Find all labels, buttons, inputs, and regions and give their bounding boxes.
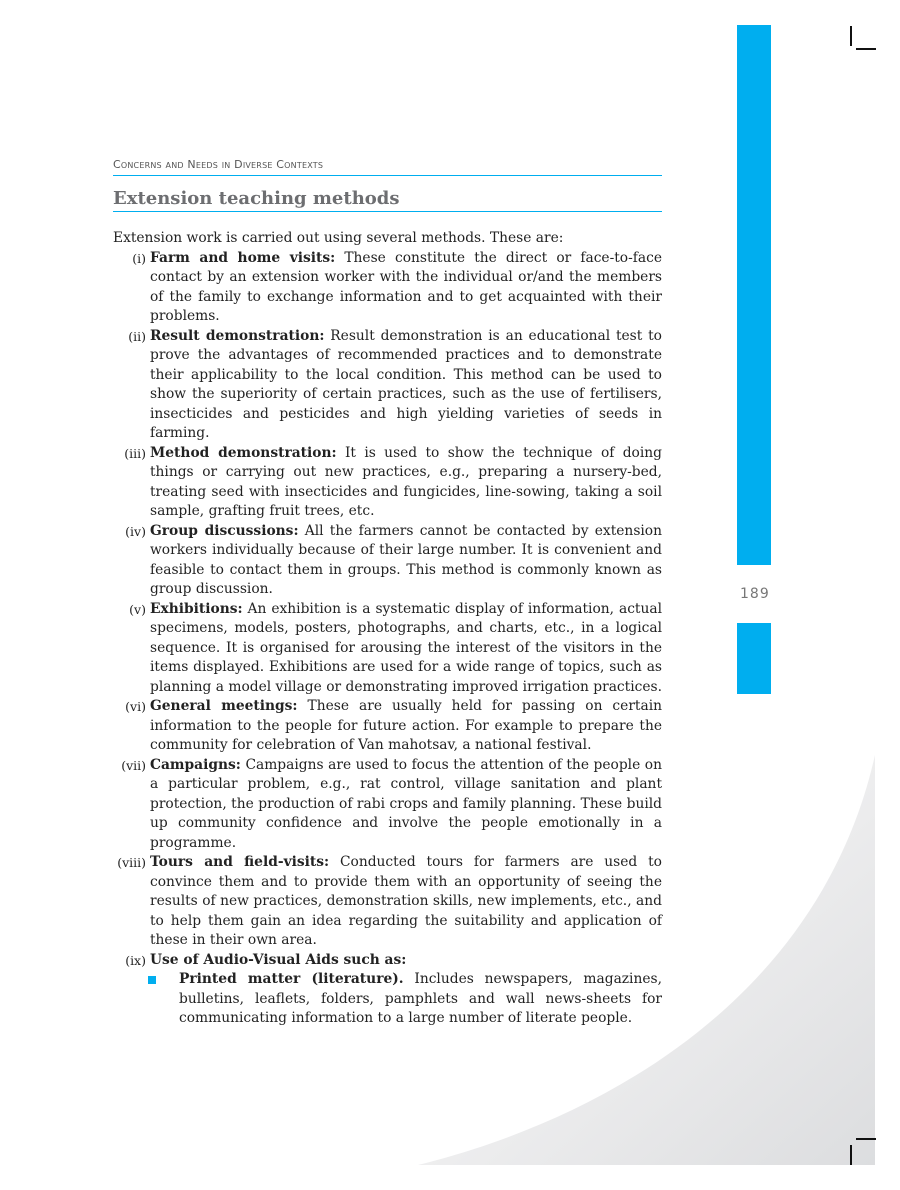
list-item-number: (iv) (125, 523, 146, 539)
crop-mark-bottom-horizontal (856, 1138, 876, 1140)
list-item (113, 697, 662, 756)
list-item-text: It is used to show the technique of doing things or carrying out new practices, e.g., preparing a nursery-bed, treating seed with insecticides and fungicides, line-sowing, taking a soil sample, grafting fruit trees, etc. (150, 444, 662, 519)
list-item-term: Result demonstration: (150, 327, 325, 344)
list-item (113, 249, 662, 327)
list-item-number: (ii) (128, 328, 146, 344)
crop-mark-bottom-vertical (850, 1145, 852, 1165)
list-item-term: General meetings: (150, 698, 298, 714)
list-item-text: These are usually held for passing on certain information to the people for future action. For example to prepare the community for celebration of Van mahotsav, a national festival. (150, 698, 662, 753)
crop-mark-top-horizontal (856, 48, 876, 50)
audio-visual-list (113, 970, 662, 1029)
list-item-text: Conducted tours for farmers are used to convince them and to provide them with an opportunity of seeing the results of new practices, demonstration skills, new implements, etc., and to help them gain an idea regarding the suitability and application of these in their own area. (150, 854, 662, 948)
list-item (113, 600, 662, 698)
list-item-term: Use of Audio-Visual Aids such as: (150, 951, 407, 968)
page-number: 189 (740, 586, 770, 602)
list-item (113, 853, 662, 951)
bullet-item (113, 970, 662, 1029)
list-item-number: (i) (132, 250, 146, 266)
side-bar-lower (737, 623, 771, 694)
list-item-number: (iii) (124, 445, 146, 461)
list-item-term: Exhibitions: (150, 600, 243, 617)
list-item-term: Campaigns: (150, 756, 241, 773)
list-item-number: (vii) (121, 757, 146, 773)
list-item-text: Campaigns are used to focus the attention of the people on a particular problem, e.g., rat control, village sanitation and plant protection, the production of rabi crops and family planning. These build up community confidence and involve the people emotionally in a programme. (150, 756, 662, 851)
list-item-number: (ix) (125, 952, 146, 968)
bullet-text: Includes newspapers, magazines, bulletins, leaflets, folders, pamphlets and wall news-sheets for communicating information to a large number of literate people. (179, 971, 662, 1026)
square-bullet-icon (148, 976, 156, 984)
method-list (113, 249, 662, 971)
list-item (113, 951, 662, 971)
list-item (113, 522, 662, 600)
side-bar-upper (737, 25, 771, 565)
list-item-text: An exhibition is a systematic display of information, actual specimens, models, posters, photographs, and charts, etc., in a logical sequence. It is organised for arousing the interest of the visitors in the items displayed. Exhibitions are used for a wide range of topics, such as planning a model village or demonstrating improved irrigation practices. (150, 600, 662, 695)
section-title: Extension teaching methods (113, 188, 662, 212)
list-item-text: These constitute the direct or face-to-face contact by an extension worker with the individual or/and the members of the family to exchange information and to get acquainted with their problems. (150, 249, 662, 324)
list-item (113, 444, 662, 522)
list-item-text: All the farmers cannot be contacted by extension workers individually because of their large number. It is convenient and feasible to contact them in groups. This method is commonly known as group discussion. (150, 522, 662, 597)
list-item-number: (viii) (117, 855, 146, 870)
running-head (113, 158, 662, 176)
list-item-number: (vi) (125, 699, 146, 714)
list-item-term: Group discussions: (150, 522, 299, 539)
list-item (113, 327, 662, 444)
crop-mark-top-vertical (850, 26, 852, 46)
body-text (113, 229, 662, 1029)
running-head-text: Concerns and Needs in Diverse Contexts (113, 158, 324, 171)
list-item-term: Farm and home visits: (150, 249, 336, 266)
list-item-text: Result demonstration is an educational test to prove the advantages of recommended practices and to demonstrate their applicability to the local condition. This method can be used to show the superiority of certain practices, such as the use of fertilisers, insecticides and pesticides and high yielding varieties of seeds in farming. (150, 327, 662, 441)
list-item-term: Method demonstration: (150, 444, 337, 461)
list-item (113, 756, 662, 854)
bullet-term: Printed matter (literature). (179, 971, 404, 987)
list-item-number: (v) (129, 601, 146, 617)
list-item-term: Tours and field-visits: (150, 854, 330, 870)
intro-paragraph: Extension work is carried out using several methods. These are: (113, 230, 564, 246)
